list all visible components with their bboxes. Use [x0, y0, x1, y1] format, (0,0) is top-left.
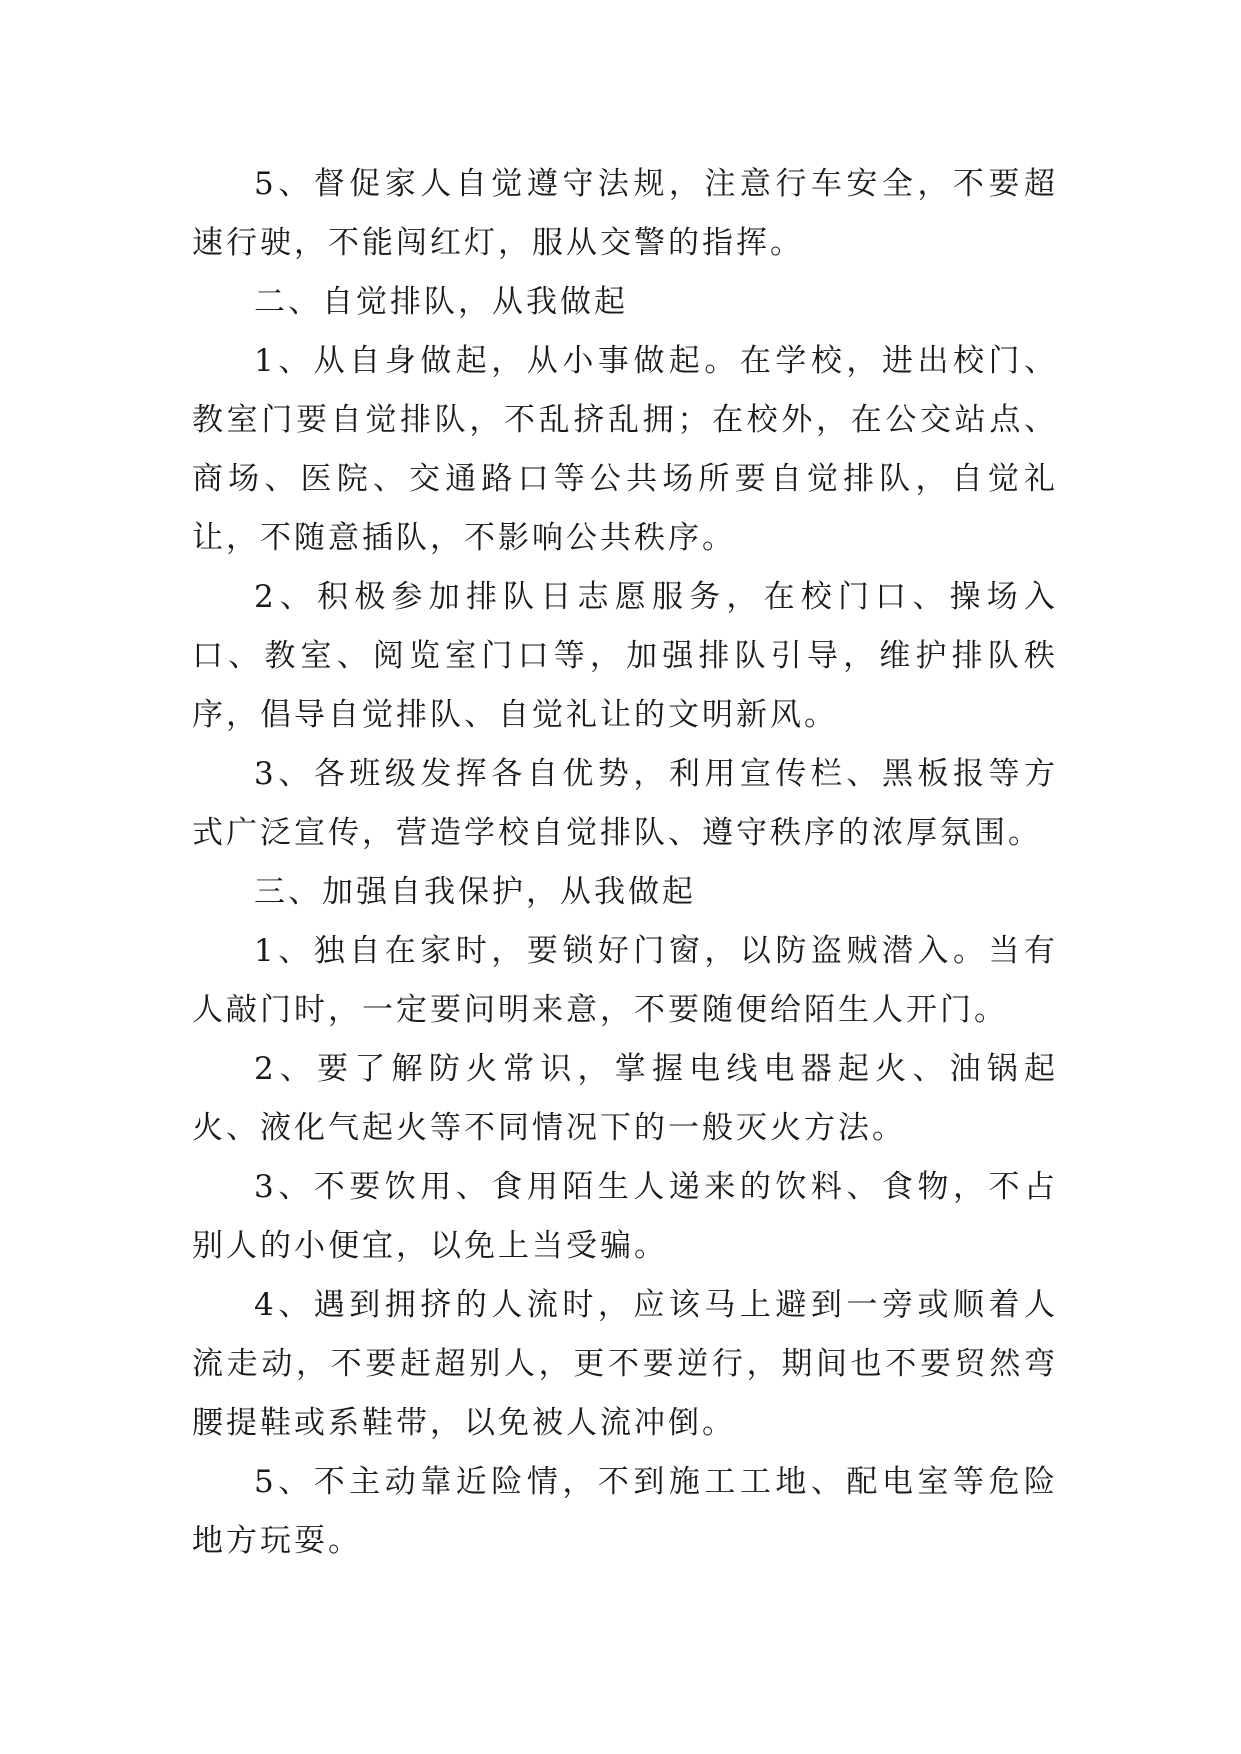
- section-heading-queue: 二、自觉排队，从我做起: [254, 284, 628, 320]
- document-body: [192, 155, 1058, 1571]
- paragraph-protection-1: 1、独自在家时，要锁好门窗，以防盗贼潜入。当有人敲门时，一定要问明来意，不要随便给陌生人开门。: [192, 933, 1058, 1028]
- paragraph-protection-3: 3、不要饮用、食用陌生人递来的饮料、食物，不占别人的小便宜，以免上当受骗。: [192, 1169, 1058, 1264]
- paragraph-queue-2: 2、积极参加排队日志愿服务，在校门口、操场入口、教室、阅览室门口等，加强排队引导，维护排队秩序，倡导自觉排队、自觉礼让的文明新风。: [192, 579, 1058, 733]
- paragraph-protection-2: 2、要了解防火常识，掌握电线电器起火、油锅起火、液化气起火等不同情况下的一般灭火方法。: [192, 1051, 1058, 1146]
- paragraph-item-5-family-traffic: 5、督促家人自觉遵守法规，注意行车安全，不要超速行驶，不能闯红灯，服从交警的指挥。: [192, 166, 1058, 261]
- section-heading-self-protection: 三、加强自我保护，从我做起: [254, 874, 696, 910]
- paragraph-queue-1: 1、从自身做起，从小事做起。在学校，进出校门、教室门要自觉排队，不乱挤乱拥；在校外，在公交站点、商场、医院、交通路口等公共场所要自觉排队，自觉礼让，不随意插队，不影响公共秩序。: [192, 343, 1058, 556]
- paragraph-queue-3: 3、各班级发挥各自优势，利用宣传栏、黑板报等方式广泛宣传，营造学校自觉排队、遵守秩序的浓厚氛围。: [192, 756, 1058, 851]
- paragraph-protection-5: 5、不主动靠近险情，不到施工工地、配电室等危险地方玩耍。: [192, 1464, 1058, 1559]
- paragraph-protection-4: 4、遇到拥挤的人流时，应该马上避到一旁或顺着人流走动，不要赶超别人，更不要逆行，期间也不要贸然弯腰提鞋或系鞋带，以免被人流冲倒。: [192, 1287, 1058, 1441]
